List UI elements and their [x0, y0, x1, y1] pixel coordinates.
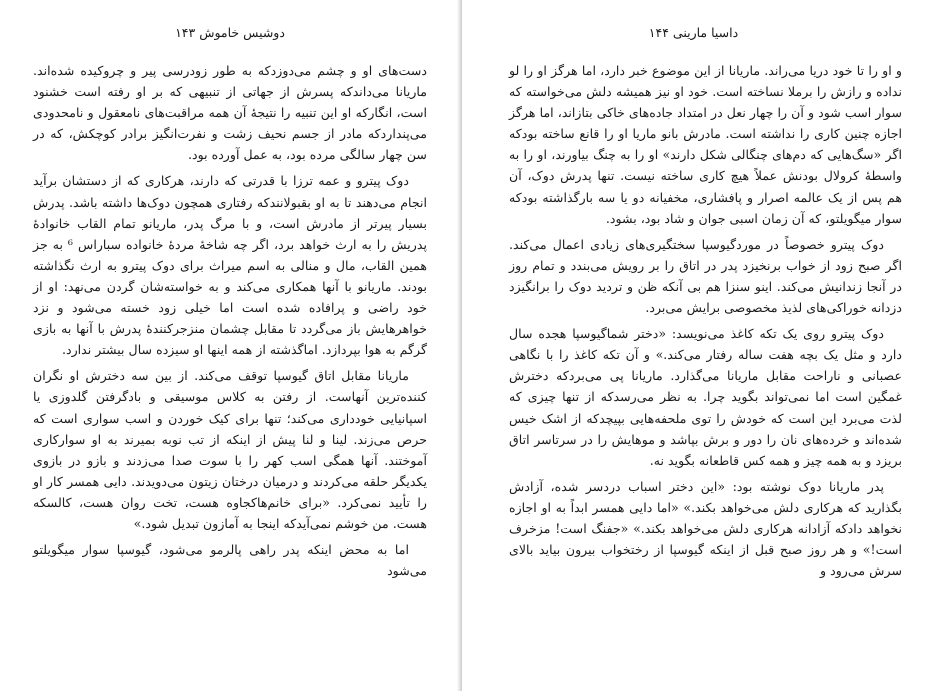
- left-body-text: [33, 60, 427, 586]
- left-paragraph-2: دوک پیترو و عمه ترزا با قدرتی که دارند، هرکاری که از دستشان برآید انجام می‌دهند تا به او بقبولانندکه رفتاری همچون دوک‌ها داشته باشد. پدرش بسیار پیرتر از مادرش است، و با مرگ پدر، ماریانو تمام القاب خانوادهٔ پدریش را به ارث خواهد برد، اگر چه شاخهٔ مردهٔ خانواده سباراس ⁶ به جز همین القاب، مال و منالی به اسم میراث برای دوک پیترو به ارث نگذاشته بودند. ماریانو با آنها همکاری می‌کند و به خواسته‌شان گردن می‌نهد: او از خود راضی و پرافاده شده است اما خیلی زود خسته می‌شود و نزد خواهرهایش باز می‌گردد تا مقابل چشمان منزجرکنندهٔ پدرش با آنها به بازی گرگم به هوا بپردازد. اماگذشته از همه اینها او سیزده سال بیشتر ندارد.: [33, 173, 428, 358]
- right-paragraph-3: دوک پیترو روی یک تکه کاغذ می‌نویسد: «دختر شماگیوسپا هجده سال دارد و مثل یک بچه هفت ساله رفتار می‌کند.» و آن تکه کاغذ را با نگاهی عصبانی و ناراحت مقابل ماریانا می‌گذارد. ماریانا پی می‌بردکه دخترش غمگین است اما نمی‌تواند بگوید چرا. به نظر می‌رسدکه از تنها چیزی که لذت می‌برد این است که خودش را توی ملحفه‌هایی بپیچدکه از اشک خیس شده‌اند و خرده‌های نان را دور و برش بپاشد و موهایش را در سرتاسر اتاق بریزد و به همه چیز و همه کس قاطعانه بگوید نه.: [509, 326, 902, 468]
- right-page: [462, 0, 925, 691]
- left-running-head: دوشیس خاموش ۱۴۳: [175, 25, 285, 40]
- left-paragraph-4: اما به محض اینکه پدر راهی پالرمو می‌شود، گیوسپا سوار میگویلتو می‌شود: [33, 542, 427, 579]
- right-paragraph-4: پدر ماریانا دوک نوشته بود: «این دختر اسباب دردسر شده، آزادش بگذارید که هرکاری دلش می‌خواهد بکند.» «اما دایی همسر ابداً به او اجازه نخواهد دادکه آزادانه هرکاری دلش می‌خواهد بکند.» «جفنگ است! مزخرف است!» و هر روز صبح قبل از اینکه گیوسپا از رختخواب بیرون بیاید بالای سرش می‌رود و: [509, 478, 902, 579]
- right-body-text: [509, 60, 902, 586]
- left-paragraph-3: ماریانا مقابل اتاق گیوسپا توقف می‌کند. از بین سه دخترش او نگران کننده‌ترین آنهاست. از رفتن به کلاس موسیقی و بادگرفتن گلدوزی یا اسپانیایی خودداری می‌کند؛ تنها برای کیک خوردن و اسب سواری است که حرص می‌زند. لینا و لنا پیش از اینکه از تب نوبه بمیرند به او سوارکاری آموختند. آنها همگی اسب کهر را با سوت صدا می‌زدند و بازو در بازوی یکدیگر حلقه می‌کردند و درمیان درختان زیتون می‌دویدند. دایی همسر کار او را تأیید نمی‌کرد. «برای خانم‌هاکجاوه هست، تخت روان هست، کالسکه هست. من خوشم نمی‌آیدکه اینجا به آمازون تبدیل شود.»: [33, 368, 427, 531]
- right-paragraph-1: و او را تا خود دریا می‌راند. ماریانا از این موضوع خبر دارد، اما هرگز او را لو نداده و رازش را برملا نساخته است. خود او نیز همیشه دلش می‌خواسته که سوار اسب شود و آن را چهار نعل در امتداد جاده‌های خاکی بتازاند، اما هرگز اجازه چنین کاری را نداشته است. مادرش بانو ماریا او را قانع ساخته بودکه اگر «سگ‌هایی که دم‌های چنگالی شکل دارند» او را به چنگ بیاورند، او را به واسطهٔ کرولال بودنش عملاً هیچ کاری ساخته نیست. تنها پدرش دوک، آن هم پس از یک عالمه اصرار و پافشاری، مخفیانه دو یا سه بارگذاشته بودکه سوار میگویلتو، که آن زمان اسبی جوان و شاد بود، بشود.: [509, 63, 902, 226]
- left-paragraph-1: دست‌های او و چشم می‌دوزدکه به طور زودرسی پیر و چروکیده شده‌اند. ماریانا می‌داندکه پسرش از جهاتی از تنبیهی که بر او رفته است خشنود است، انگارکه او این تنبیه را نتیجهٔ آن همه مراقبت‌های نامعقول و نامحدودی می‌پنداردکه مادر از جسم نحیف زشت و نفرت‌انگیز برادر کوچکش، که در سن چهار سالگی مرده بود، به عمل آورده بود.: [33, 63, 427, 163]
- right-paragraph-2: دوک پیترو خصوصاً در موردگیوسپا سختگیری‌های زیادی اعمال می‌کند. اگر صبح زود از خواب برنخیزد پدر در اتاق را بر رویش می‌بندد و تمام روز در آنجا زندانیش می‌کند. اینو سنزا هم بی آنکه ظن و تردید دوک را برانگیزد دزدانه خوراکی‌های لذیذ مخصوصی برایش می‌برد.: [509, 236, 902, 316]
- right-running-head: داسیا مارینی ۱۴۴: [648, 25, 739, 40]
- left-page: [0, 0, 461, 691]
